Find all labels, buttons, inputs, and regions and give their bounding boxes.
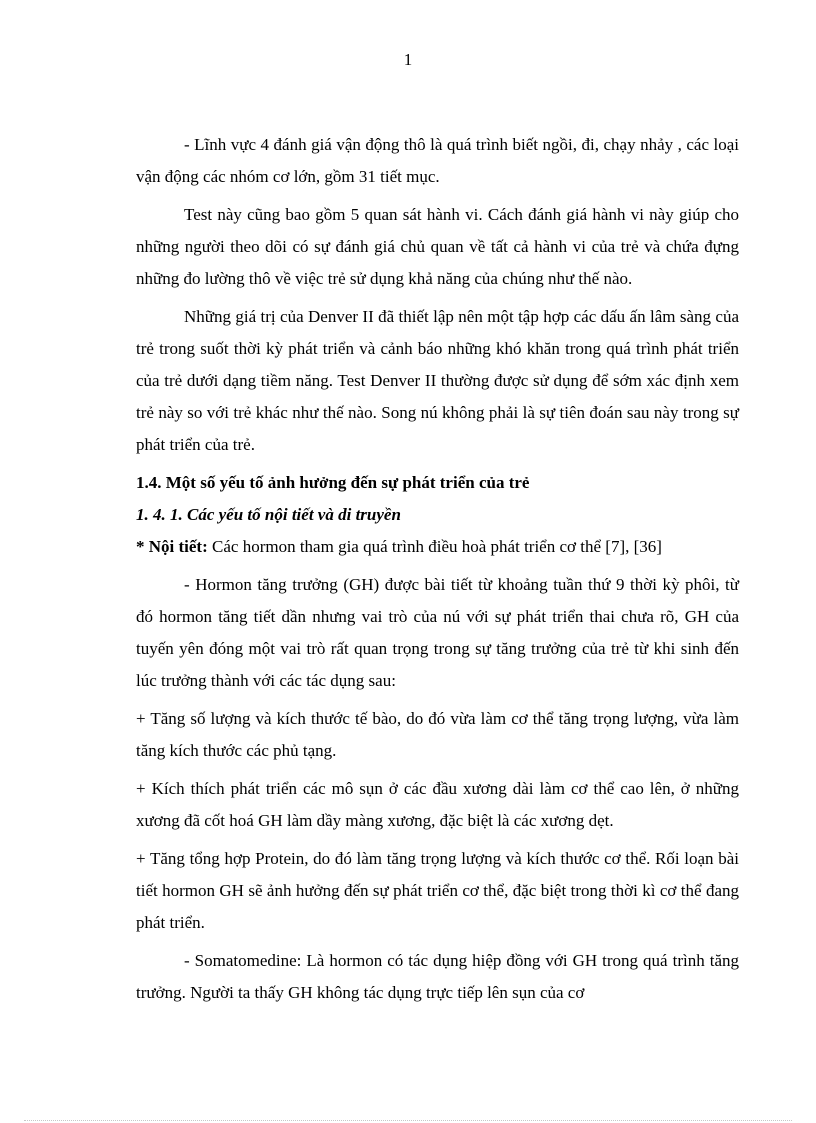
section-heading-1-4: 1.4. Một số yếu tố ảnh hưởng đến sự phát triển của trẻ	[136, 473, 530, 492]
paragraph-growth-hormone: - Hormon tăng trưởng (GH) được bài tiết từ khoảng tuần thứ 9 thời kỳ phôi, từ đó hormon tăng tiết dần nhưng vai trò của nú với sự phát triển thai chưa rõ, GH của tuyến yên đóng một vai trò rất quan trọng trong sự tăng trưởng của trẻ từ khi sinh đến lúc trưởng thành với các tác dụng sau:	[136, 575, 739, 690]
paragraph-somatomedine: - Somatomedine: Là hormon có tác dụng hiệp đồng với GH trong quá trình tăng trưởng. Người ta thấy GH không tác dụng trực tiếp lên sụn của cơ	[136, 951, 739, 1002]
bullet-cell-count: + Tăng số lượng và kích thước tế bào, do đó vừa làm cơ thể tăng trọng lượng, vừa làm tăng kích thước các phủ tạng.	[136, 709, 739, 760]
paragraph-endocrine	[136, 531, 739, 563]
document-body	[136, 129, 739, 1015]
page-number: 1	[403, 50, 413, 69]
paragraph-gross-motor: - Lĩnh vực 4 đánh giá vận động thô là quá trình biết ngồi, đi, chạy nhảy , các loại vận động các nhóm cơ lớn, gồm 31 tiết mục.	[136, 135, 739, 186]
endocrine-text: Các hormon tham gia quá trình điều hoà phát triển cơ thể [7], [36]	[207, 537, 662, 556]
bullet-protein: + Tăng tổng hợp Protein, do đó làm tăng trọng lượng và kích thước cơ thể. Rối loạn bài tiết hormon GH sẽ ảnh hưởng đến sự phát triển cơ thể, đặc biệt trong thời kì cơ thể đang phát triển.	[136, 849, 739, 932]
endocrine-label: * Nội tiết:	[136, 537, 208, 556]
subsection-heading-1-4-1: 1. 4. 1. Các yếu tố nội tiết và di truyền	[136, 505, 401, 524]
bullet-cartilage: + Kích thích phát triển các mô sụn ở các đầu xương dài làm cơ thể cao lên, ở những xương đã cốt hoá GH làm dầy màng xương, đặc biệt là các xương dẹt.	[136, 779, 739, 830]
paragraph-behavior-observation: Test này cũng bao gồm 5 quan sát hành vi. Cách đánh giá hành vi này giúp cho những người theo dõi có sự đánh giá chủ quan về tất cả hành vi của trẻ và chứa đựng những đo lường thô về việc trẻ sử dụng khả năng của chúng như thế nào.	[136, 205, 739, 288]
paragraph-denver-values: Những giá trị của Denver II đã thiết lập nên một tập hợp các dấu ấn lâm sàng của trẻ trong suốt thời kỳ phát triển và cảnh báo những khó khăn trong quá trình phát triển của trẻ dưới dạng tiềm năng. Test Denver II thường được sử dụng để sớm xác định xem trẻ này so với trẻ khác như thế nào. Song nú không phải là sự tiên đoán sau này trong sự phát triển của trẻ.	[136, 307, 739, 454]
page-bottom-divider	[24, 1120, 792, 1121]
